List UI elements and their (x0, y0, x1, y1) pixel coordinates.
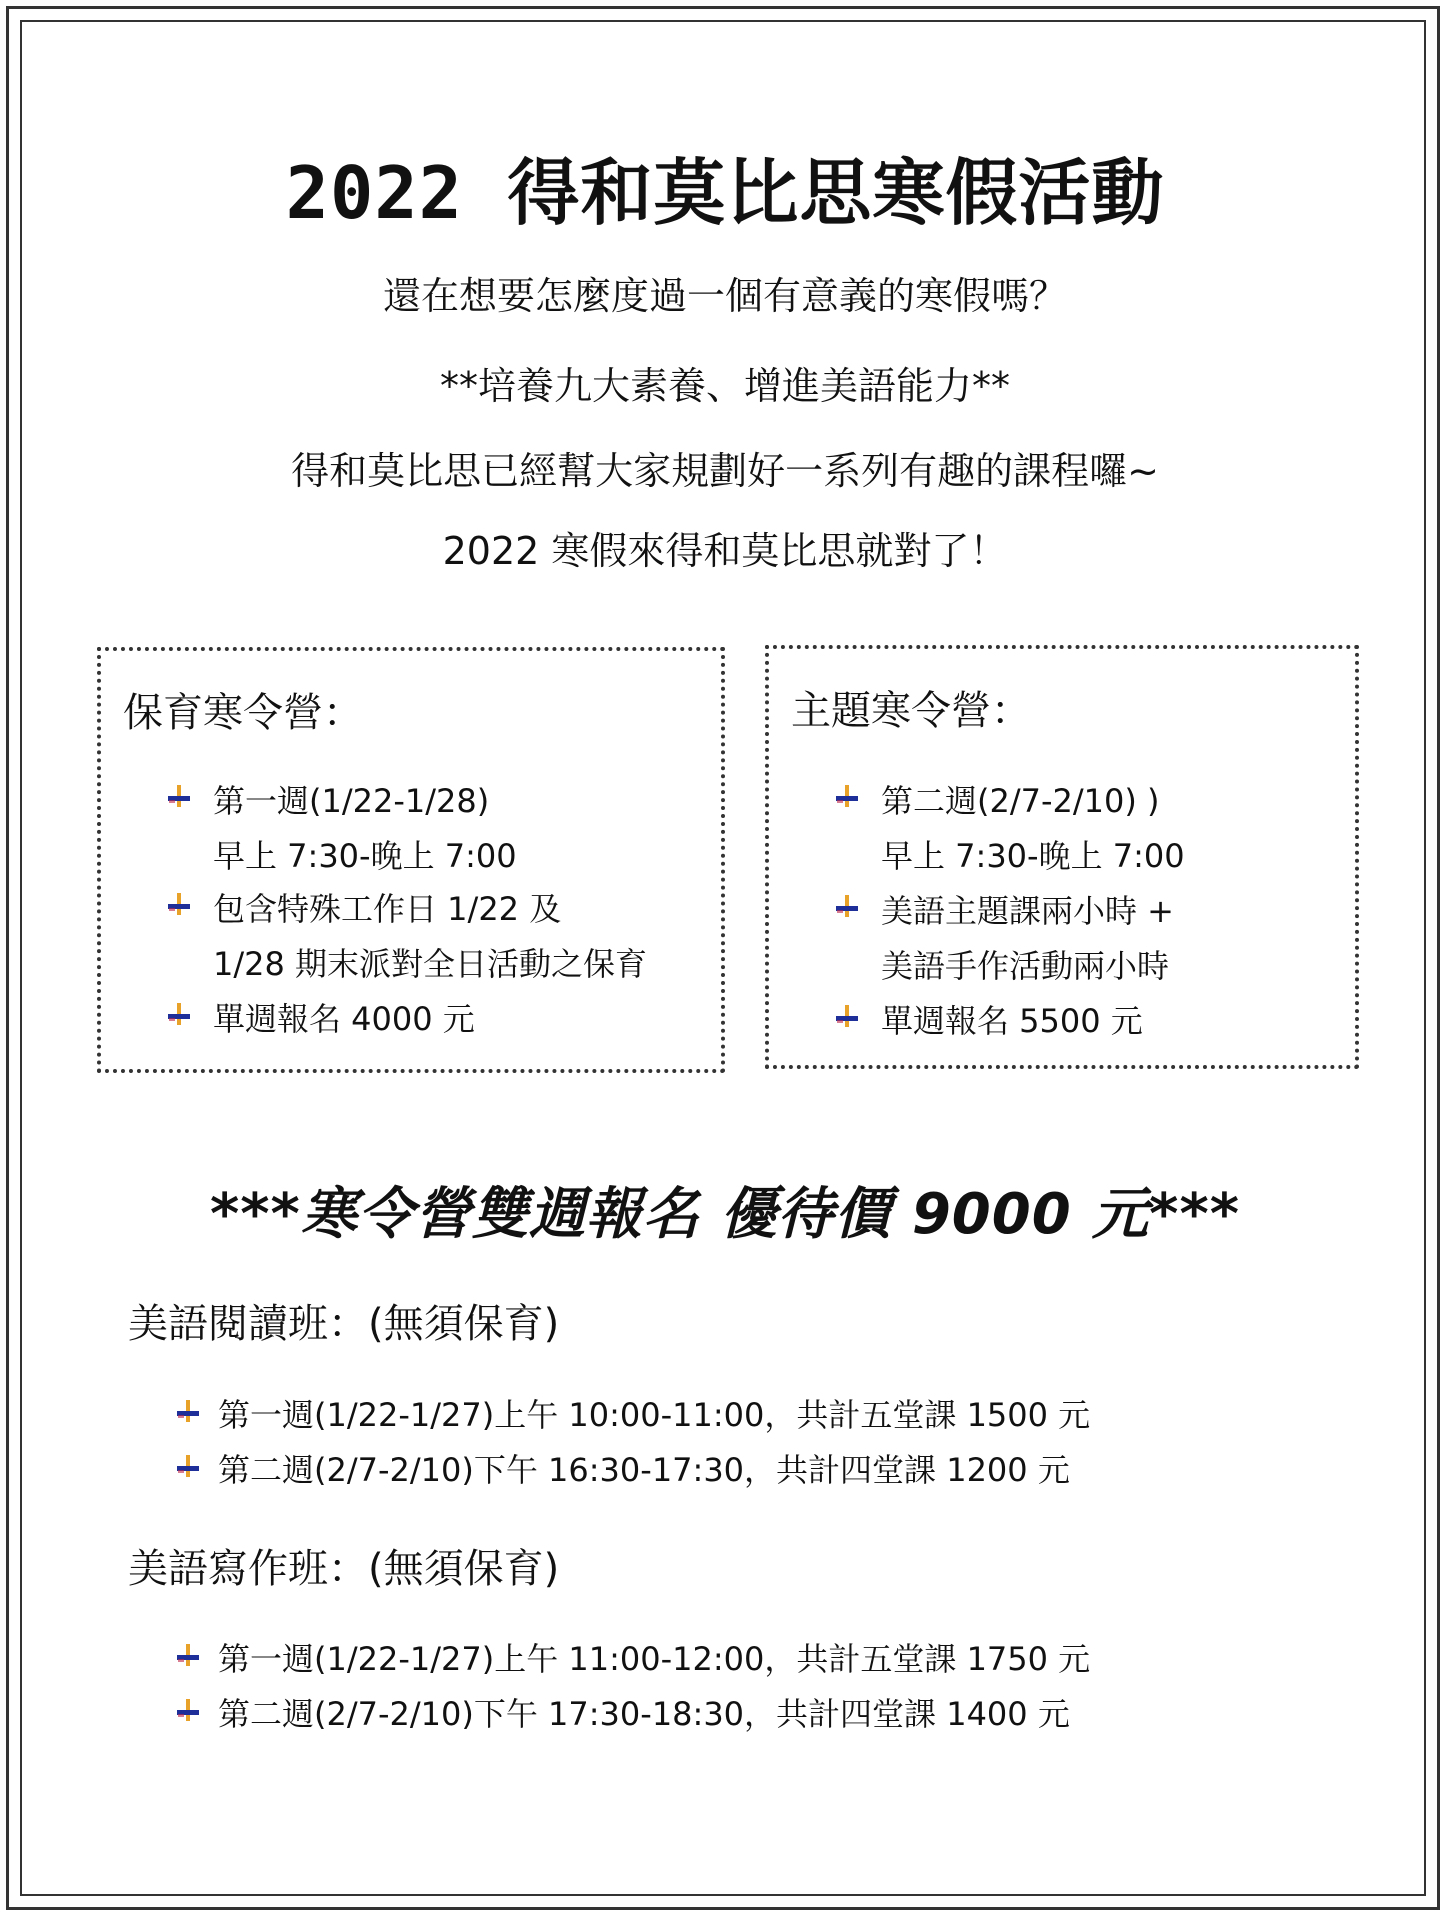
childcare-camp-line: 1/28 期末派對全日活動之保育 (213, 945, 648, 983)
theme-camp-line: 美語主題課兩小時 + (881, 892, 1174, 930)
theme-camp-line: 美語手作活動兩小時 (881, 947, 1170, 985)
plus-bullet-icon (834, 893, 860, 919)
theme-camp-line: 單週報名 5500 元 (881, 1002, 1143, 1040)
childcare-camp-line: 單週報名 4000 元 (213, 1000, 475, 1038)
intro-line-2: **培養九大素養、增進美語能力** (439, 364, 1010, 408)
plus-bullet-icon (175, 1453, 201, 1479)
intro-line-3: 得和莫比思已經幫大家規劃好一系列有趣的課程囉~ (291, 449, 1159, 493)
reading-class-item: 第二週(2/7-2/10)下午 16:30-17:30，共計四堂課 1200 元 (218, 1451, 1070, 1489)
theme-camp-line: 早上 7:30-晚上 7:00 (881, 837, 1185, 875)
intro-line-1: 還在想要怎麼度過一個有意義的寒假嗎？ (382, 274, 1067, 318)
childcare-camp-line: 早上 7:30-晚上 7:00 (213, 837, 517, 875)
plus-bullet-icon (166, 1001, 192, 1027)
plus-bullet-icon (166, 891, 192, 917)
promo-banner: ***寒令營雙週報名 優待價 9000 元*** (209, 1182, 1241, 1247)
reading-class-item: 第一週(1/22-1/27)上午 10:00-11:00，共計五堂課 1500 元 (218, 1396, 1091, 1434)
plus-bullet-icon (175, 1697, 201, 1723)
theme-camp-box (765, 645, 1359, 1069)
childcare-camp-line: 包含特殊工作日 1/22 及 (213, 890, 562, 928)
theme-camp-title: 主題寒令營： (791, 688, 1031, 734)
page-title: 2022 得和莫比思寒假活動 (285, 151, 1165, 235)
writing-class-item: 第一週(1/22-1/27)上午 11:00-12:00，共計五堂課 1750 元 (218, 1640, 1091, 1678)
reading-class-title: 美語閱讀班：(無須保育) (128, 1301, 560, 1347)
writing-class-item: 第二週(2/7-2/10)下午 17:30-18:30，共計四堂課 1400 元 (218, 1695, 1070, 1733)
writing-class-title: 美語寫作班：(無須保育) (128, 1546, 560, 1592)
childcare-camp-line: 第一週(1/22-1/28) (213, 782, 490, 820)
plus-bullet-icon (834, 783, 860, 809)
plus-bullet-icon (175, 1398, 201, 1424)
childcare-camp-box (97, 647, 725, 1073)
intro-line-4: 2022 寒假來得和莫比思就對了！ (442, 529, 1008, 573)
plus-bullet-icon (834, 1003, 860, 1029)
plus-bullet-icon (175, 1642, 201, 1668)
theme-camp-line: 第二週(2/7-2/10) ) (881, 782, 1160, 820)
plus-bullet-icon (166, 783, 192, 809)
childcare-camp-title: 保育寒令營： (123, 690, 363, 736)
